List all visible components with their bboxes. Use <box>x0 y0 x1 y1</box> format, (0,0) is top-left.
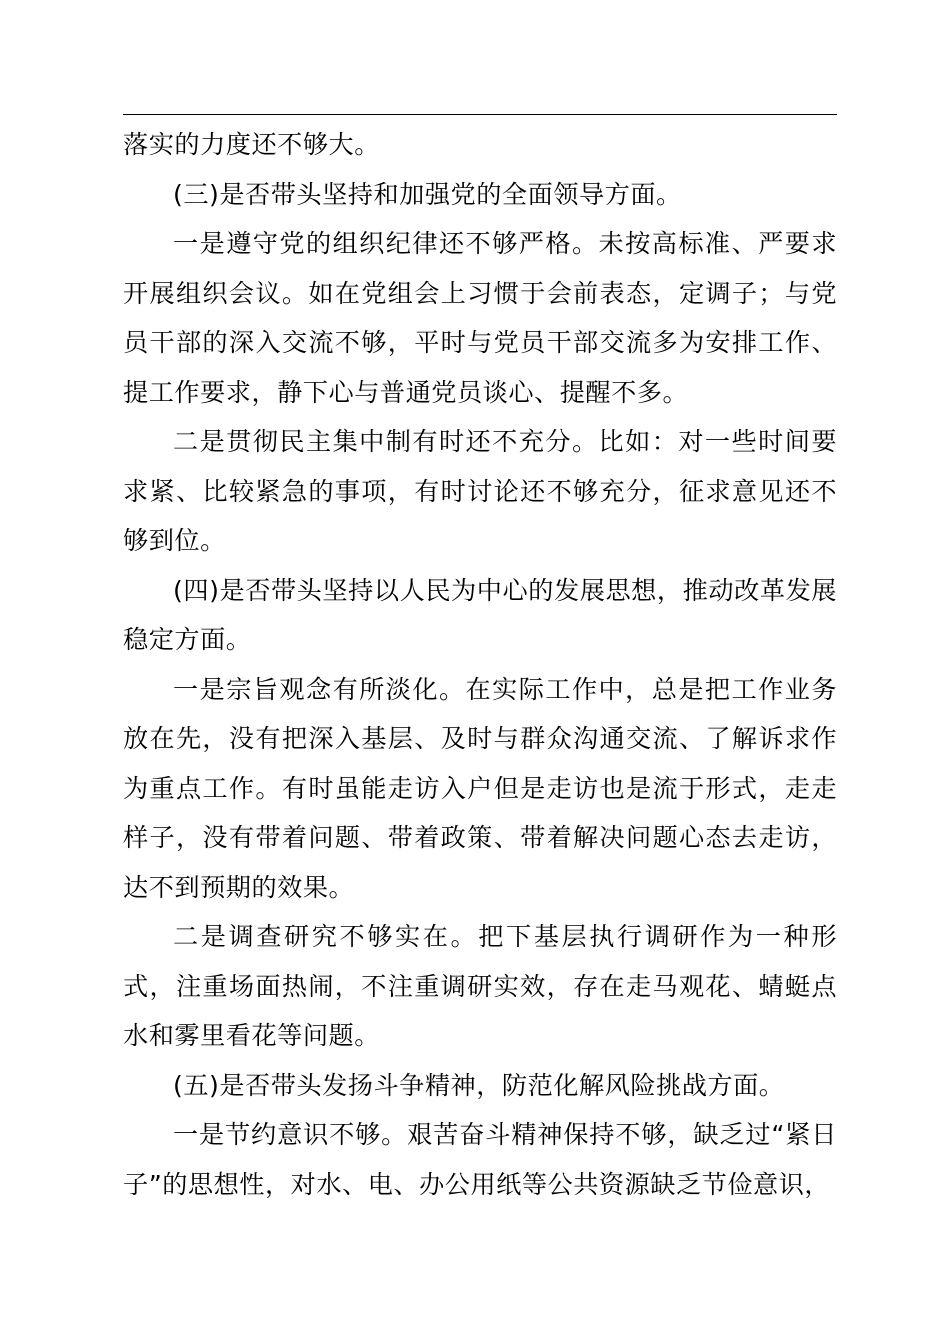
section-heading-4: (四)是否带头坚持以人民为中心的发展思想，推动改革发展稳定方面。 <box>123 575 837 654</box>
paragraph-discipline: 一是遵守党的组织纪律还不够严格。未按高标准、严要求开展组织会议。如在党组会上习惯于会前表态，定调子；与党员干部的深入交流不够，平时与党员干部交流多为安排工作、提工作要求，静下心与普通党员谈心、提醒不多。 <box>123 229 837 407</box>
paragraph-purpose: 一是宗旨观念有所淡化。在实际工作中，总是把工作业务放在先，没有把深入基层、及时与群众沟通交流、了解诉求作为重点工作。有时虽能走访入户但是走访也是流于形式，走走样子，没有带着问题、带着政策、带着解决问题心态去走访，达不到预期的效果。 <box>123 674 837 902</box>
document-body <box>123 120 837 1209</box>
header-rule <box>123 114 837 115</box>
section-heading-3: (三)是否带头坚持和加强党的全面领导方面。 <box>173 179 682 209</box>
paragraph-democratic-centralism: 二是贯彻民主集中制有时还不充分。比如：对一些时间要求紧、比较紧急的事项，有时讨论还不够充分，征求意见还不够到位。 <box>123 427 837 555</box>
paragraph-continuation: 落实的力度还不够大。 <box>123 130 380 159</box>
paragraph-research: 二是调查研究不够实在。把下基层执行调研作为一种形式，注重场面热闹，不注重调研实效，存在走马观花、蜻蜓点水和雾里看花等问题。 <box>123 922 837 1050</box>
section-heading-5: (五)是否带头发扬斗争精神，防范化解风险挑战方面。 <box>173 1070 785 1100</box>
paragraph-thrift: 一是节约意识不够。艰苦奋斗精神保持不够，缺乏过“紧日子”的思想性，对水、电、办公用纸等公共资源缺乏节俭意识， <box>123 1120 837 1199</box>
